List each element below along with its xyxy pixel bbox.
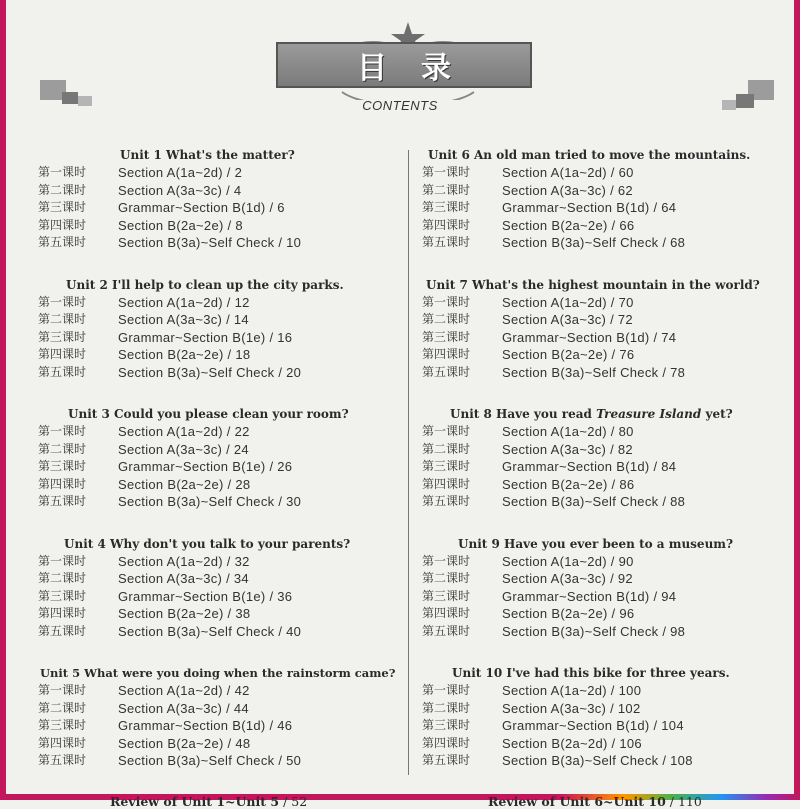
- lesson-row: [38, 605, 398, 623]
- title-char-2: 录: [421, 51, 451, 86]
- lesson-row: [422, 182, 782, 200]
- lesson-entry: Section A(1a~2d) / 22: [118, 424, 250, 439]
- lesson-label: 第二课时: [422, 700, 471, 715]
- lesson-entry: Section A(3a~3c) / 34: [118, 571, 249, 586]
- lesson-row: [38, 164, 398, 182]
- lesson-entry: Section B(2a~2e) / 8: [118, 217, 243, 233]
- contents-subtitle: CONTENTS: [362, 98, 438, 113]
- lesson-row: [38, 441, 398, 459]
- lesson-label: 第二课时: [38, 182, 87, 197]
- lesson-label: 第三课时: [38, 718, 87, 732]
- lesson-label: 第一课时: [38, 294, 87, 309]
- lesson-entry: Section B(3a)~Self Check / 50: [118, 753, 302, 768]
- lesson-label: 第三课时: [38, 200, 87, 214]
- lesson-entry: Section B(3a)~Self Check / 78: [502, 364, 686, 380]
- lesson-entry: Section B(3a)~Self Check / 88: [502, 494, 686, 509]
- lesson-label: 第二课时: [422, 571, 471, 585]
- lesson-label: 第四课时: [422, 735, 471, 750]
- lesson-entry: Section A(3a~3c) / 4: [118, 182, 242, 198]
- lesson-row: [422, 623, 782, 641]
- lesson-row: [422, 423, 782, 441]
- lesson-row: [422, 294, 782, 312]
- lesson-label: 第四课时: [38, 347, 87, 361]
- unit-title: Unit 1 What's the matter?: [120, 148, 295, 162]
- lesson-row: [38, 217, 398, 235]
- left-column: [38, 140, 398, 809]
- lesson-row: [38, 700, 398, 718]
- lesson-label: 第二课时: [38, 441, 87, 456]
- lesson-entry: Section A(3a~3c) / 24: [118, 441, 249, 457]
- lesson-label: 第四课时: [38, 217, 87, 232]
- lesson-entry: Grammar~Section B(1e) / 26: [118, 459, 293, 474]
- lesson-entry: Grammar~Section B(1e) / 16: [118, 329, 293, 345]
- lesson-label: 第一课时: [422, 294, 471, 309]
- lesson-entry: Section A(1a~2d) / 12: [118, 294, 250, 310]
- lesson-label: 第四课时: [422, 476, 471, 491]
- unit-title: Unit 3 Could you please clean your room?: [68, 407, 349, 421]
- lesson-entry: Section B(2a~2e) / 96: [502, 606, 635, 621]
- lesson-entry: Grammar~Section B(1d) / 46: [118, 718, 293, 733]
- lesson-row: [38, 476, 398, 494]
- lesson-row: [422, 164, 782, 182]
- unit-title: Unit 4 Why don't you talk to your parents?: [64, 536, 351, 551]
- lesson-label: 第一课时: [38, 165, 87, 179]
- lesson-entry: Section B(2a~2e) / 28: [118, 476, 251, 492]
- lesson-label: 第四课时: [422, 606, 471, 620]
- lesson-row: [422, 364, 782, 382]
- lesson-entry: Grammar~Section B(1d) / 104: [502, 718, 684, 733]
- lesson-label: 第五课时: [38, 235, 87, 249]
- lesson-label: 第四课时: [38, 735, 87, 750]
- review-entry: [422, 794, 782, 809]
- lesson-label: 第三课时: [422, 459, 471, 473]
- lesson-row: [38, 346, 398, 364]
- lesson-entry: Section A(3a~3c) / 82: [502, 441, 633, 457]
- lesson-entry: Grammar~Section B(1e) / 36: [118, 588, 293, 604]
- lesson-entry: Section A(1a~2d) / 2: [118, 165, 243, 180]
- review-page: / 52: [279, 793, 308, 809]
- lesson-entry: Section B(3a)~Self Check / 98: [502, 623, 686, 639]
- unit-block: [38, 664, 398, 770]
- lesson-entry: Section A(1a~2d) / 60: [502, 165, 634, 180]
- lesson-row: [38, 682, 398, 700]
- lesson-entry: Grammar~Section B(1d) / 6: [118, 200, 285, 215]
- unit-title-text: yet?: [701, 407, 733, 421]
- lesson-label: 第五课时: [422, 623, 471, 638]
- lesson-label: 第五课时: [38, 753, 87, 767]
- lesson-label: 第五课时: [422, 494, 471, 508]
- lesson-entry: Grammar~Section B(1d) / 64: [502, 200, 677, 215]
- lesson-entry: Section A(1a~2d) / 42: [118, 683, 250, 698]
- lesson-entry: Section B(3a)~Self Check / 10: [118, 235, 302, 250]
- unit-title: Unit 9 Have you ever been to a museum?: [458, 536, 734, 551]
- column-divider: [408, 150, 409, 775]
- lesson-label: 第三课时: [38, 588, 87, 603]
- lesson-row: [38, 311, 398, 329]
- lesson-entry: Section A(3a~3c) / 62: [502, 182, 633, 198]
- unit-block: [38, 405, 398, 511]
- lesson-row: [422, 588, 782, 606]
- unit-block: [38, 276, 398, 382]
- book-title: Treasure Island: [596, 407, 702, 421]
- lesson-entry: Section B(2a~2d) / 106: [502, 735, 642, 751]
- lesson-label: 第二课时: [38, 571, 87, 585]
- lesson-row: [422, 605, 782, 623]
- unit-title: Unit 6 An old man tried to move the mountains.: [428, 148, 751, 162]
- lesson-entry: Section A(3a~3c) / 102: [502, 700, 641, 716]
- lesson-label: 第三课时: [38, 329, 87, 344]
- lesson-entry: Section B(3a)~Self Check / 20: [118, 364, 302, 380]
- lesson-label: 第二课时: [422, 182, 471, 197]
- lesson-label: 第二课时: [422, 312, 471, 326]
- lesson-row: [422, 570, 782, 588]
- unit-title: Unit 2 I'll help to clean up the city parks.: [66, 277, 344, 292]
- lesson-row: [38, 553, 398, 571]
- unit-block: [422, 405, 782, 511]
- lesson-entry: Section A(1a~2d) / 80: [502, 424, 634, 439]
- unit-block: [422, 146, 782, 252]
- lesson-label: 第五课时: [422, 753, 471, 767]
- lesson-entry: Section B(3a)~Self Check / 40: [118, 623, 302, 639]
- lesson-entry: Section A(3a~3c) / 14: [118, 312, 249, 327]
- lesson-row: [422, 199, 782, 217]
- lesson-row: [422, 476, 782, 494]
- contents-title: [276, 42, 532, 88]
- lesson-entry: Section A(3a~3c) / 44: [118, 700, 249, 716]
- lesson-entry: Section A(1a~2d) / 100: [502, 683, 642, 698]
- unit-block: [422, 664, 782, 770]
- lesson-row: [422, 329, 782, 347]
- lesson-row: [38, 493, 398, 511]
- lesson-row: [422, 311, 782, 329]
- lesson-row: [38, 364, 398, 382]
- lesson-row: [38, 423, 398, 441]
- lesson-label: 第一课时: [422, 165, 471, 179]
- lesson-entry: Section B(3a)~Self Check / 30: [118, 494, 302, 509]
- lesson-label: 第一课时: [38, 424, 87, 438]
- lesson-row: [422, 217, 782, 235]
- lesson-label: 第四课时: [422, 347, 471, 361]
- unit-title: [422, 405, 782, 423]
- review-page: / 110: [665, 793, 702, 809]
- lesson-label: 第五课时: [422, 235, 471, 249]
- lesson-label: 第五课时: [422, 364, 471, 379]
- review-entry: [38, 794, 398, 809]
- review-title: Review of Unit 6~Unit 10: [488, 793, 666, 809]
- title-char-1: 目: [357, 51, 387, 86]
- lesson-label: 第二课时: [422, 441, 471, 456]
- lesson-label: 第四课时: [422, 217, 471, 232]
- lesson-row: [422, 553, 782, 571]
- unit-title-text: Unit 8 Have you read: [450, 407, 597, 421]
- unit-block: [422, 276, 782, 382]
- lesson-row: [422, 441, 782, 459]
- lesson-entry: Section A(1a~2d) / 32: [118, 553, 250, 569]
- lesson-row: [422, 346, 782, 364]
- lesson-row: [422, 234, 782, 252]
- unit-block: [38, 535, 398, 641]
- lesson-label: 第一课时: [422, 683, 471, 697]
- review-title: Review of Unit 1~Unit 5: [110, 793, 280, 809]
- lesson-label: 第二课时: [38, 312, 87, 326]
- lesson-row: [38, 735, 398, 753]
- unit-title: Unit 10 I've had this bike for three years.: [452, 666, 730, 680]
- lesson-label: 第一课时: [38, 683, 87, 697]
- lesson-row: [422, 493, 782, 511]
- lesson-entry: Section A(3a~3c) / 72: [502, 312, 633, 327]
- lesson-row: [38, 588, 398, 606]
- lesson-row: [422, 458, 782, 476]
- lesson-label: 第三课时: [422, 718, 471, 732]
- lesson-label: 第五课时: [38, 494, 87, 508]
- lesson-entry: Section B(2a~2e) / 76: [502, 347, 635, 362]
- lesson-label: 第三课时: [38, 459, 87, 473]
- lesson-entry: Section A(1a~2d) / 90: [502, 553, 634, 569]
- lesson-label: 第四课时: [38, 476, 87, 491]
- unit-block: [38, 146, 398, 252]
- lesson-label: 第三课时: [422, 329, 471, 344]
- lesson-row: [38, 717, 398, 735]
- lesson-row: [38, 752, 398, 770]
- lesson-entry: Grammar~Section B(1d) / 84: [502, 459, 677, 474]
- lesson-row: [422, 700, 782, 718]
- lesson-entry: Section B(3a)~Self Check / 108: [502, 753, 693, 768]
- lesson-entry: Section A(1a~2d) / 70: [502, 294, 634, 310]
- lesson-label: 第三课时: [422, 200, 471, 214]
- lesson-label: 第一课时: [422, 424, 471, 438]
- lesson-label: 第二课时: [38, 700, 87, 715]
- unit-title: Unit 7 What's the highest mountain in the world?: [426, 277, 760, 292]
- lesson-row: [422, 735, 782, 753]
- lesson-row: [38, 458, 398, 476]
- contents-header: [0, 0, 800, 125]
- lesson-entry: Section A(3a~3c) / 92: [502, 571, 633, 586]
- lesson-row: [422, 717, 782, 735]
- lesson-entry: Section B(2a~2e) / 48: [118, 735, 251, 751]
- lesson-entry: Section B(2a~2e) / 86: [502, 476, 635, 492]
- lesson-row: [422, 682, 782, 700]
- lesson-label: 第一课时: [38, 553, 87, 568]
- lesson-label: 第五课时: [38, 364, 87, 379]
- unit-title: Unit 5 What were you doing when the rainstorm came?: [40, 666, 396, 680]
- lesson-label: 第一课时: [422, 553, 471, 568]
- lesson-entry: Grammar~Section B(1d) / 74: [502, 329, 677, 345]
- lesson-label: 第三课时: [422, 588, 471, 603]
- lesson-row: [38, 294, 398, 312]
- lesson-entry: Section B(2a~2e) / 66: [502, 217, 635, 233]
- lesson-row: [38, 182, 398, 200]
- unit-block: [422, 535, 782, 641]
- lesson-row: [38, 234, 398, 252]
- right-square-decoration: [720, 80, 780, 114]
- lesson-row: [38, 570, 398, 588]
- lesson-label: 第五课时: [38, 623, 87, 638]
- lesson-row: [38, 199, 398, 217]
- lesson-entry: Section B(3a)~Self Check / 68: [502, 235, 686, 250]
- left-square-decoration: [40, 80, 100, 110]
- lesson-row: [422, 752, 782, 770]
- lesson-entry: Grammar~Section B(1d) / 94: [502, 588, 677, 604]
- lesson-label: 第四课时: [38, 606, 87, 620]
- lesson-row: [38, 329, 398, 347]
- lesson-entry: Section B(2a~2e) / 18: [118, 347, 251, 362]
- right-column: [422, 140, 782, 809]
- lesson-row: [38, 623, 398, 641]
- lesson-entry: Section B(2a~2e) / 38: [118, 606, 251, 621]
